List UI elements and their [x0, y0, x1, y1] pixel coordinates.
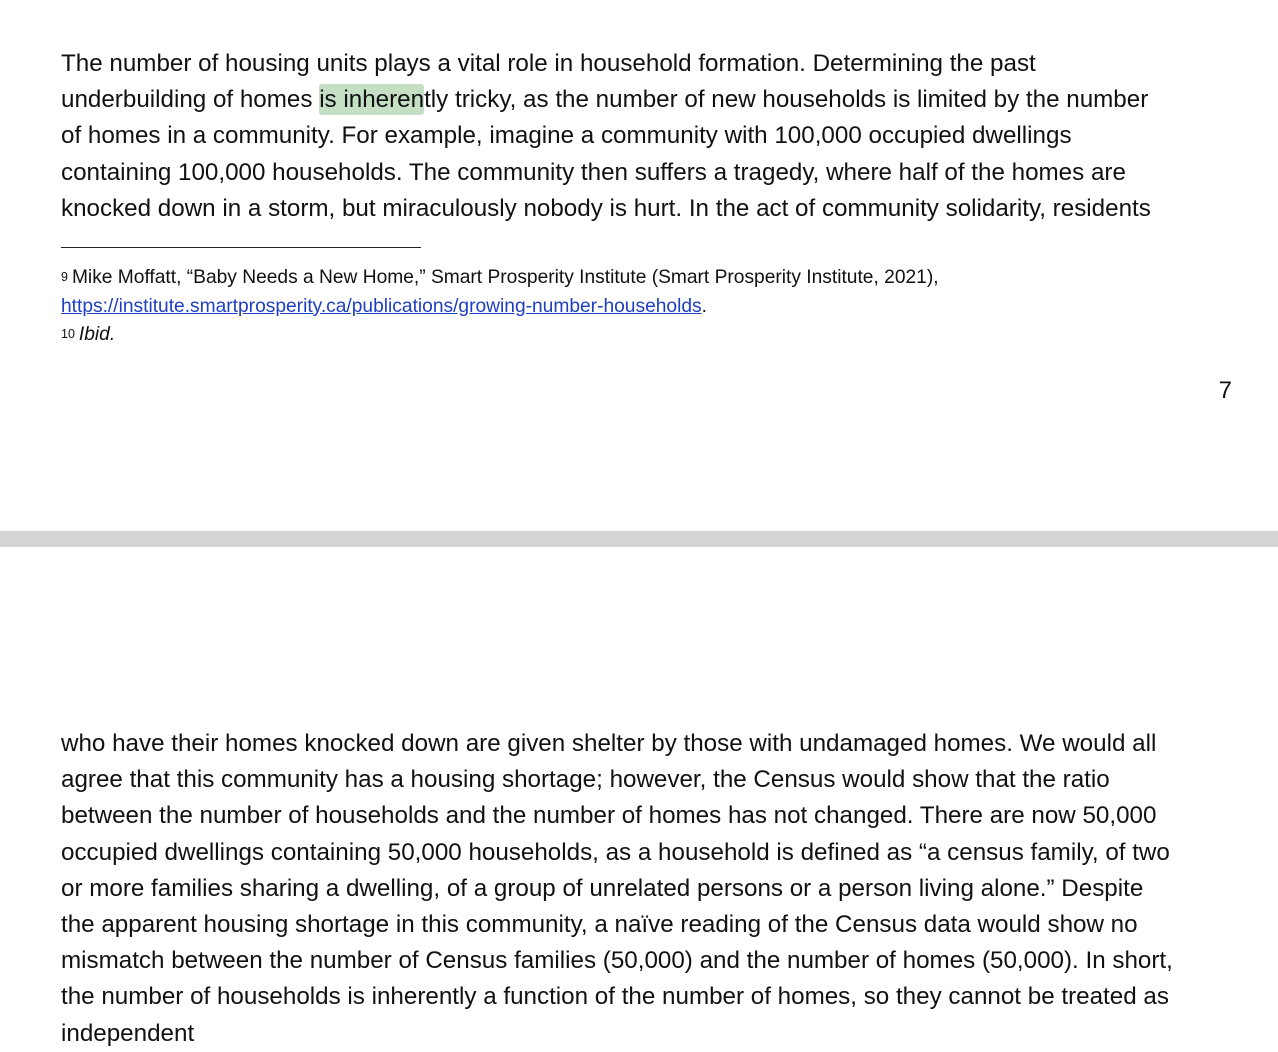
- document-page-8: [0, 547, 1278, 1047]
- text-line: between the number of households and the number of homes has not changed. There are now 50,000: [61, 802, 1157, 830]
- text-line: the apparent housing shortage in this community, a naïve reading of the Census data would show no: [61, 910, 1138, 938]
- text-line: or more families sharing a dwelling, of a group of unrelated persons or a person living alone.” Despite: [61, 874, 1144, 902]
- text-line: [61, 82, 1236, 118]
- footnote-9: [61, 264, 1231, 293]
- page-break-gap: [0, 531, 1278, 547]
- text-line: occupied dwellings containing 50,000 households, as a household is defined as “a census family, of two: [61, 838, 1170, 866]
- text-segment: tly tricky, as the number of new households is limited by the number: [424, 86, 1149, 114]
- body-paragraph: [61, 46, 1236, 227]
- text-line: independent: [61, 1019, 195, 1047]
- footnote-text: Ibid.: [78, 324, 116, 345]
- text-line: The number of housing units plays a vital role in household formation. Determining the past: [61, 50, 1036, 77]
- footnote-period: .: [701, 295, 707, 317]
- highlighted-text[interactable]: is inheren: [319, 86, 425, 114]
- footnote-number: 9: [61, 270, 68, 284]
- footnote-link[interactable]: https://institute.smartprosperity.ca/publications/growing-number-households: [61, 295, 702, 317]
- text-line: mismatch between the number of Census families (50,000) and the number of homes (50,000). In short,: [61, 947, 1173, 975]
- footnote-9-link-line: [61, 293, 1231, 322]
- footnote-number: 10: [61, 327, 75, 341]
- text-line: the number of households is inherently a function of the number of homes, so they cannot be treated as: [61, 983, 1169, 1011]
- text-line: of homes in a community. For example, imagine a community with 100,000 occupied dwellings: [61, 122, 1072, 150]
- footnote-10: [61, 321, 1231, 350]
- footnotes: [61, 264, 1231, 350]
- footnote-separator: [61, 247, 421, 248]
- body-paragraph: [61, 726, 1236, 1052]
- footnote-text: Mike Moffatt, “Baby Needs a New Home,” Smart Prosperity Institute (Smart Prosperity Institute, 2021),: [71, 267, 939, 288]
- text-segment: underbuilding of homes: [61, 86, 320, 114]
- text-line: knocked down in a storm, but miraculously nobody is hurt. In the act of community solidarity, residents: [61, 194, 1151, 222]
- text-line: who have their homes knocked down are given shelter by those with undamaged homes. We would all: [61, 730, 1157, 757]
- text-line: containing 100,000 households. The community then suffers a tragedy, where half of the homes are: [61, 158, 1126, 186]
- text-line: agree that this community has a housing shortage; however, the Census would show that the ratio: [61, 766, 1110, 794]
- page-number: 7: [1218, 377, 1232, 404]
